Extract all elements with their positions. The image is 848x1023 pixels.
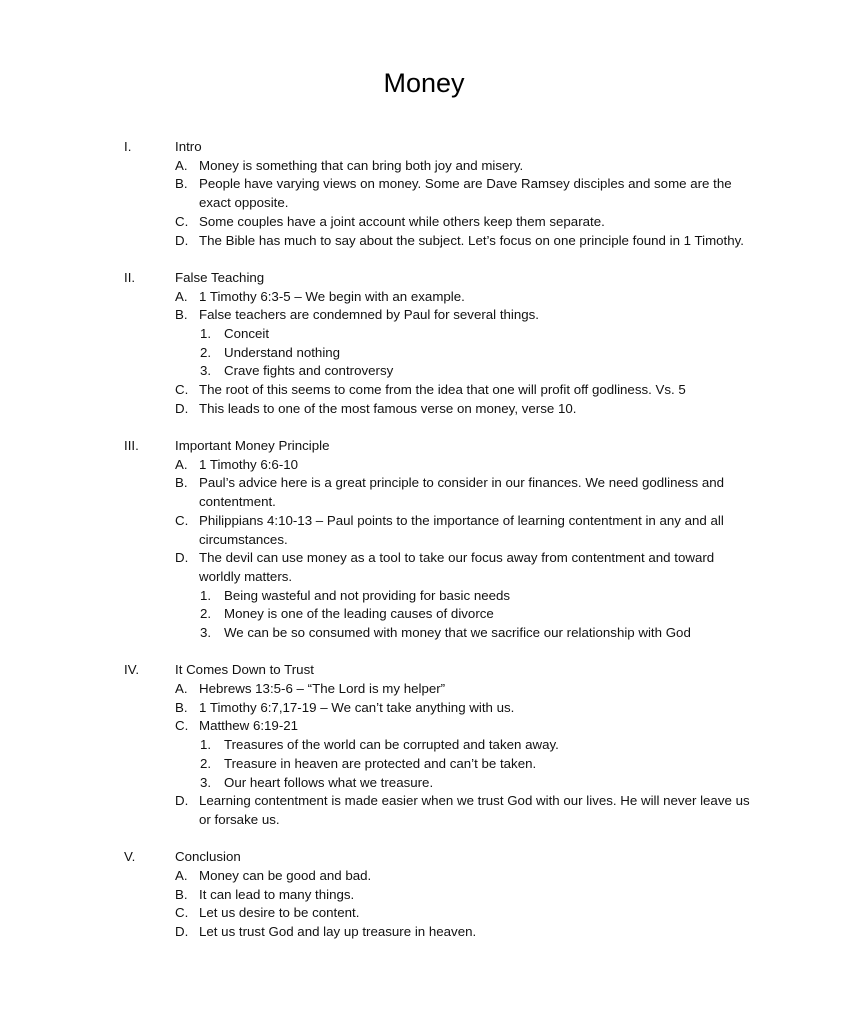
item-label: C. xyxy=(175,213,189,229)
section-heading xyxy=(0,661,848,680)
item-label: C. xyxy=(175,512,189,528)
subitem-text: Our heart follows what we treasure. xyxy=(224,774,434,790)
item-text: 1 Timothy 6:7,17-19 – We can’t take anything with us. xyxy=(199,699,515,715)
item-label: C. xyxy=(175,905,189,921)
outline-item xyxy=(0,886,759,905)
item-text: Matthew 6:19-21 xyxy=(199,718,299,734)
outline-item xyxy=(0,232,759,251)
outline-subitem xyxy=(0,624,759,643)
subitem-text: Conceit xyxy=(224,325,270,341)
section-numeral: I. xyxy=(124,139,132,154)
subitem-label: 3. xyxy=(200,363,212,379)
section-trust xyxy=(0,661,848,829)
item-label: D. xyxy=(175,924,189,940)
section-title: Conclusion xyxy=(175,849,241,865)
subitem-text: Being wasteful and not providing for basic needs xyxy=(224,587,511,603)
subitem-label: 3. xyxy=(200,625,212,641)
item-label: B. xyxy=(175,176,188,192)
item-label: D. xyxy=(175,232,189,248)
outline-item xyxy=(0,549,759,586)
item-text: Learning contentment is made easier when we trust God with our lives. He will never leave us or forsake us. xyxy=(199,793,750,827)
item-text: Money can be good and bad. xyxy=(199,867,372,883)
section-title: It Comes Down to Trust xyxy=(175,662,314,678)
outline-item xyxy=(0,867,759,886)
subitem-text: Crave fights and controversy xyxy=(224,363,394,379)
item-label: A. xyxy=(175,288,188,304)
section-heading xyxy=(0,269,848,288)
outline-item xyxy=(0,288,759,307)
subitem-text: Treasure in heaven are protected and can’t be taken. xyxy=(224,755,537,771)
item-text: 1 Timothy 6:6-10 xyxy=(199,456,299,472)
item-text: The Bible has much to say about the subject. Let’s focus on one principle found in 1 Timothy. xyxy=(199,232,745,248)
item-text: Philippians 4:10-13 – Paul points to the importance of learning contentment in any and all circumstances. xyxy=(199,512,724,547)
item-text: People have varying views on money. Some are Dave Ramsey disciples and some are the exact opposite. xyxy=(199,176,732,211)
section-numeral: III. xyxy=(124,438,139,454)
item-text: Paul’s advice here is a great principle to consider in our finances. We need godliness and contentment. xyxy=(199,475,725,510)
outline-item xyxy=(0,904,759,923)
subitem-text: Treasures of the world can be corrupted and taken away. xyxy=(224,737,559,753)
subitem-label: 2. xyxy=(200,606,212,622)
outline-item xyxy=(0,474,759,511)
item-label: A. xyxy=(175,867,188,883)
outline-subitem xyxy=(0,344,759,363)
item-label: A. xyxy=(175,157,188,173)
outline-subitem xyxy=(0,755,759,774)
outline-subitem xyxy=(0,774,759,793)
item-text: Let us desire to be content. xyxy=(199,905,360,921)
outline-subitem xyxy=(0,605,759,624)
section-title: Important Money Principle xyxy=(175,438,330,454)
item-label: C. xyxy=(175,382,189,398)
section-intro xyxy=(0,138,848,250)
subitem-label: 3. xyxy=(200,774,212,790)
item-text: This leads to one of the most famous verse on money, verse 10. xyxy=(199,400,577,416)
subitem-label: 1. xyxy=(200,587,212,603)
item-label: B. xyxy=(175,307,188,323)
item-label: B. xyxy=(175,475,188,491)
item-text: Let us trust God and lay up treasure in heaven. xyxy=(199,924,477,940)
outline-subitem xyxy=(0,325,759,344)
item-label: D. xyxy=(175,400,189,416)
item-text: It can lead to many things. xyxy=(199,886,355,902)
item-label: C. xyxy=(175,718,189,734)
outline-item xyxy=(0,923,759,942)
outline-subitem xyxy=(0,736,759,755)
item-text: The devil can use money as a tool to take our focus away from contentment and toward worldly matters. xyxy=(199,550,715,584)
subitem-text: We can be so consumed with money that we sacrifice our relationship with God xyxy=(224,625,691,641)
section-title: Intro xyxy=(175,139,202,154)
section-title: False Teaching xyxy=(175,269,265,285)
outline-item xyxy=(0,213,759,232)
item-label: B. xyxy=(175,886,188,902)
section-heading xyxy=(0,138,848,157)
item-label: A. xyxy=(175,681,188,697)
outline-item xyxy=(0,512,759,549)
outline-item xyxy=(0,699,759,718)
outline-item xyxy=(0,306,759,325)
section-false-teaching xyxy=(0,269,848,419)
outline xyxy=(0,138,848,960)
section-numeral: II. xyxy=(124,269,136,285)
outline-item xyxy=(0,175,759,212)
item-text: 1 Timothy 6:3-5 – We begin with an example. xyxy=(199,288,465,304)
subitem-text: Money is one of the leading causes of divorce xyxy=(224,606,494,622)
subitem-label: 1. xyxy=(200,325,212,341)
section-numeral: IV. xyxy=(124,662,140,678)
item-text: False teachers are condemned by Paul for several things. xyxy=(199,307,539,323)
outline-item xyxy=(0,400,759,419)
subitem-label: 2. xyxy=(200,344,212,360)
item-label: A. xyxy=(175,456,188,472)
section-conclusion xyxy=(0,848,848,942)
item-label: B. xyxy=(175,699,188,715)
section-numeral: V. xyxy=(124,849,136,865)
page-title: Money xyxy=(383,68,465,98)
subitem-label: 2. xyxy=(200,755,212,771)
section-heading xyxy=(0,437,848,456)
outline-item xyxy=(0,680,759,699)
outline-subitem xyxy=(0,587,759,606)
item-label: D. xyxy=(175,550,189,566)
item-text: Some couples have a joint account while others keep them separate. xyxy=(199,213,605,229)
outline-item xyxy=(0,717,759,736)
section-heading xyxy=(0,848,848,867)
section-important-money-principle xyxy=(0,437,848,643)
outline-item xyxy=(0,381,759,400)
outline-item xyxy=(0,792,759,829)
item-text: Hebrews 13:5-6 – “The Lord is my helper” xyxy=(199,681,446,697)
item-text: The root of this seems to come from the idea that one will profit off godliness. Vs. 5 xyxy=(199,382,686,398)
subitem-label: 1. xyxy=(200,737,212,753)
subitem-text: Understand nothing xyxy=(224,344,341,360)
item-text: Money is something that can bring both joy and misery. xyxy=(199,157,524,173)
outline-item xyxy=(0,157,759,176)
item-label: D. xyxy=(175,793,189,809)
outline-item xyxy=(0,456,759,475)
outline-subitem xyxy=(0,362,759,381)
